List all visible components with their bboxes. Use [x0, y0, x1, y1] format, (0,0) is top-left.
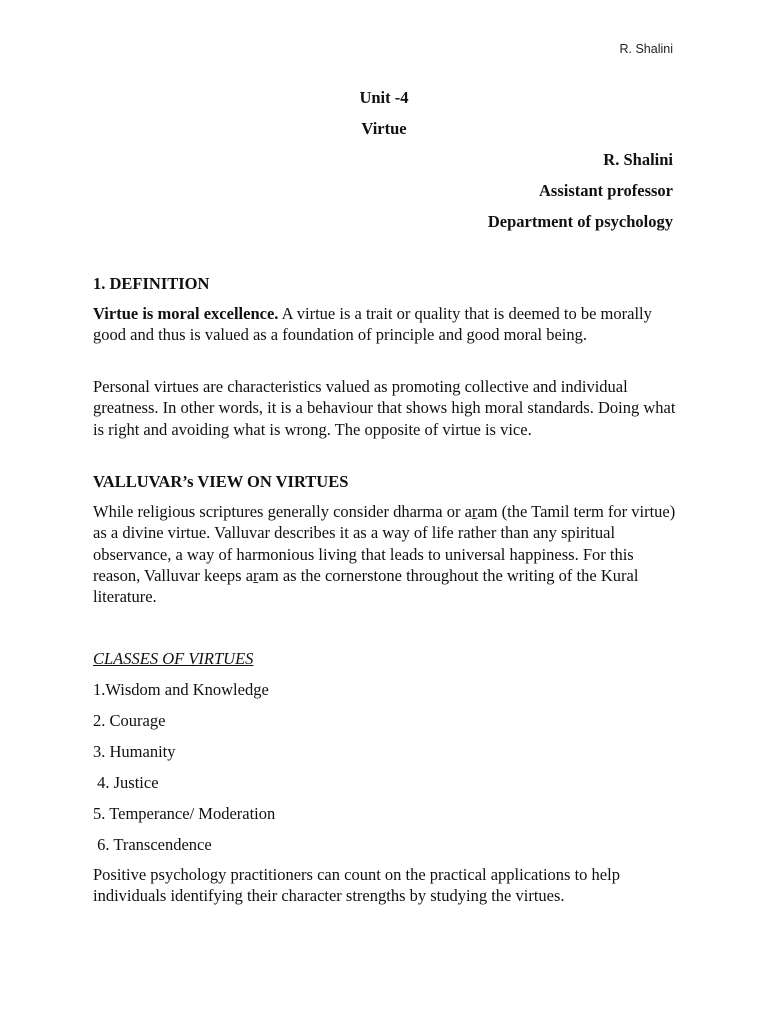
class-item: 2. Courage: [93, 711, 166, 730]
definition-text: A virtue is a trait or quality that is deemed to be morally good and thus is valued as a foundation of principle and good moral being.: [93, 304, 652, 345]
definition-lead: Virtue is moral excellence.: [93, 304, 279, 323]
valluvar-heading: VALLUVAR’s VIEW ON VIRTUES: [93, 472, 349, 491]
classes-heading: [93, 648, 683, 669]
topic-title: Virtue: [361, 119, 407, 138]
definition-paragraph: [93, 303, 683, 346]
class-item: 3. Humanity: [93, 742, 176, 761]
classes-heading-text: CLASSES OF VIRTUES: [93, 649, 254, 668]
author-department: Department of psychology: [487, 212, 673, 231]
class-item: 5. Temperance/ Moderation: [93, 804, 276, 823]
class-item: 1.Wisdom and Knowledge: [93, 680, 269, 699]
page-header-author: R. Shalini: [619, 42, 673, 56]
class-item: 4. Justice: [93, 773, 159, 792]
personal-virtues-paragraph: Personal virtues are characteristics valued as promoting collective and individual greatness. In other words, it is a behaviour that shows high moral standards. Doing what is right and avoiding what is wrong. The opposite of virtue is vice.: [93, 377, 676, 439]
valluvar-paragraph: While religious scriptures generally consider dharma or aṟam (the Tamil term for virtue) as a divine virtue. Valluvar describes it as a way of life rather than any spiritual observance, a way of harmonious living that leads to universal happiness. For this reason, Valluvar keeps aṟam as the cornerstone throughout the writing of the Kural literature.: [93, 502, 676, 607]
class-item: 6. Transcendence: [93, 835, 212, 854]
author-role: Assistant professor: [539, 181, 673, 200]
unit-title: Unit -4: [359, 88, 409, 107]
closing-paragraph: Positive psychology practitioners can count on the practical applications to help individuals identifying their character strengths by studying the virtues.: [93, 865, 620, 906]
definition-heading: 1. DEFINITION: [93, 274, 210, 293]
author-name: R. Shalini: [603, 150, 673, 169]
